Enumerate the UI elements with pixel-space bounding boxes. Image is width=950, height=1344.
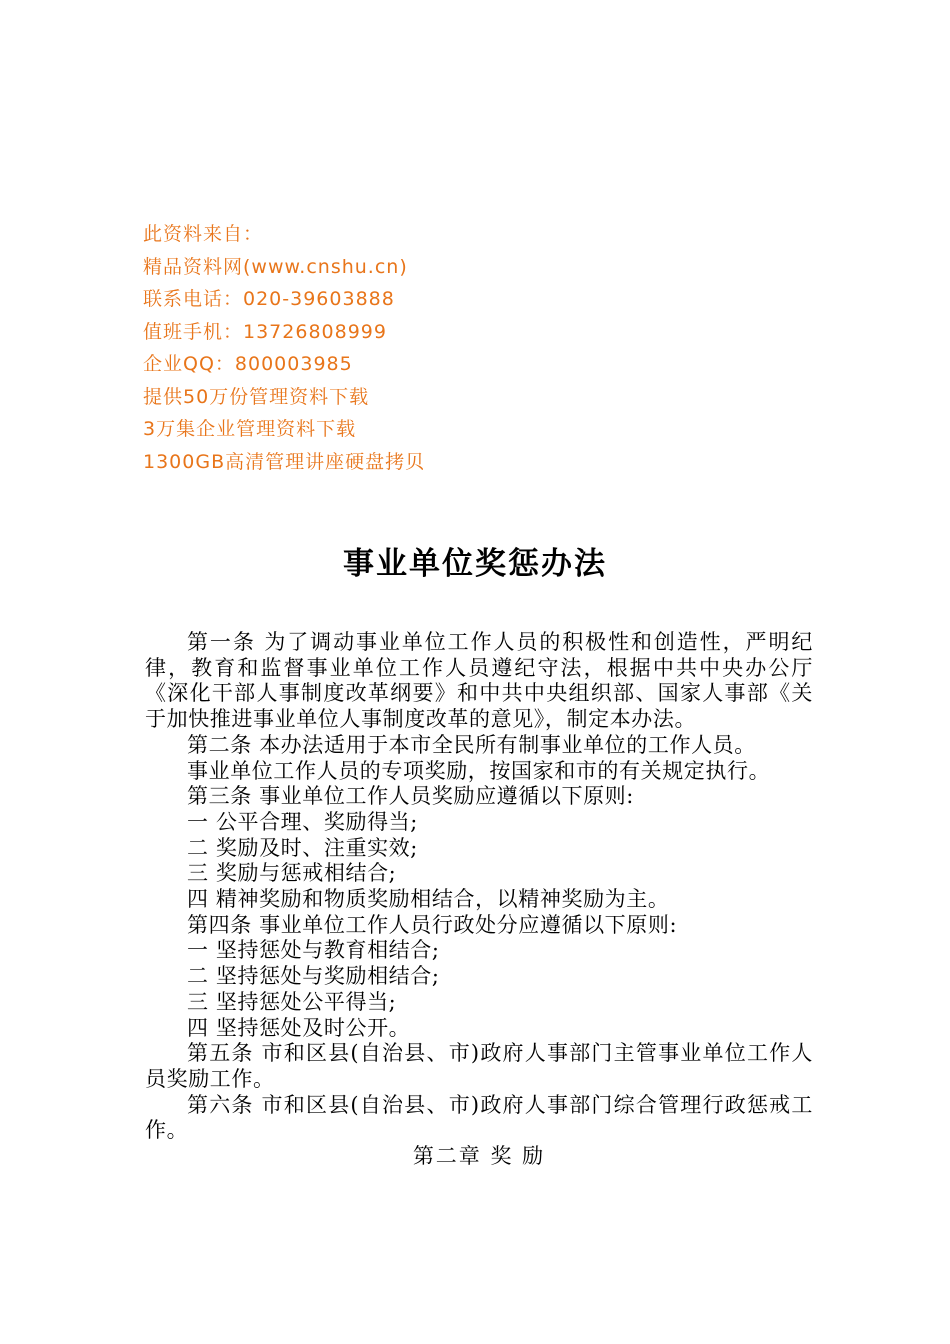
source-info-block [143, 218, 663, 478]
article-2-paragraph: 第二条 本办法适用于本市全民所有制事业单位的工作人员。 [187, 732, 756, 757]
document-body [145, 630, 813, 1170]
penalty-principle-4: 四 坚持惩处及时公开。 [187, 1015, 411, 1040]
article-6-paragraph: 第六条 市和区县(自治县、市)政府人事部门综合管理行政惩戒工作。 [145, 1092, 813, 1143]
penalty-principle-2: 二 坚持惩处与奖励相结合; [187, 964, 440, 989]
article-4-paragraph: 第四条 事业单位工作人员行政处分应遵循以下原则: [187, 912, 678, 937]
source-line-offer-1: 提供50万份管理资料下载 [143, 385, 370, 408]
source-line-phone: 联系电话：020-39603888 [143, 288, 395, 310]
award-principle-4: 四 精神奖励和物质奖励相结合，以精神奖励为主。 [187, 887, 670, 912]
special-award-paragraph: 事业单位工作人员的专项奖励，按国家和市的有关规定执行。 [187, 758, 771, 783]
source-line-offer-3: 1300GB高清管理讲座硬盘拷贝 [143, 450, 426, 473]
award-principle-2: 二 奖励及时、注重实效; [187, 835, 418, 860]
article-5-paragraph: 第五条 市和区县(自治县、市)政府人事部门主管事业单位工作人员奖励工作。 [145, 1041, 813, 1091]
source-line-website: 精品资料网(www.cnshu.cn) [143, 255, 408, 278]
document-title: 事业单位奖惩办法 [343, 546, 607, 582]
chapter-heading: 第二章 奖 励 [412, 1144, 546, 1169]
source-line-qq: 企业QQ：800003985 [143, 353, 353, 375]
award-principle-1: 一 公平合理、奖励得当; [187, 809, 418, 834]
source-line-mobile: 值班手机：13726808999 [143, 320, 387, 343]
penalty-principle-1: 一 坚持惩处与教育相结合; [187, 938, 440, 963]
article-3-paragraph: 第三条 事业单位工作人员奖励应遵循以下原则: [187, 784, 634, 809]
award-principle-3: 三 奖励与惩戒相结合; [187, 861, 397, 886]
source-line-intro: 此资料来自： [143, 223, 264, 245]
article-1-paragraph: 第一条 为了调动事业单位工作人员的积极性和创造性，严明纪律，教育和监督事业单位工作人员遵纪守法，根据中共中央办公厅《深化干部人事制度改革纲要》和中共中央组织部、国家人事部《关于加快推进事业单位人事制度改革的意见》，制定本办法。 [145, 630, 813, 732]
penalty-principle-3: 三 坚持惩处公平得当; [187, 989, 397, 1014]
source-line-offer-2: 3万集企业管理资料下载 [143, 418, 357, 440]
